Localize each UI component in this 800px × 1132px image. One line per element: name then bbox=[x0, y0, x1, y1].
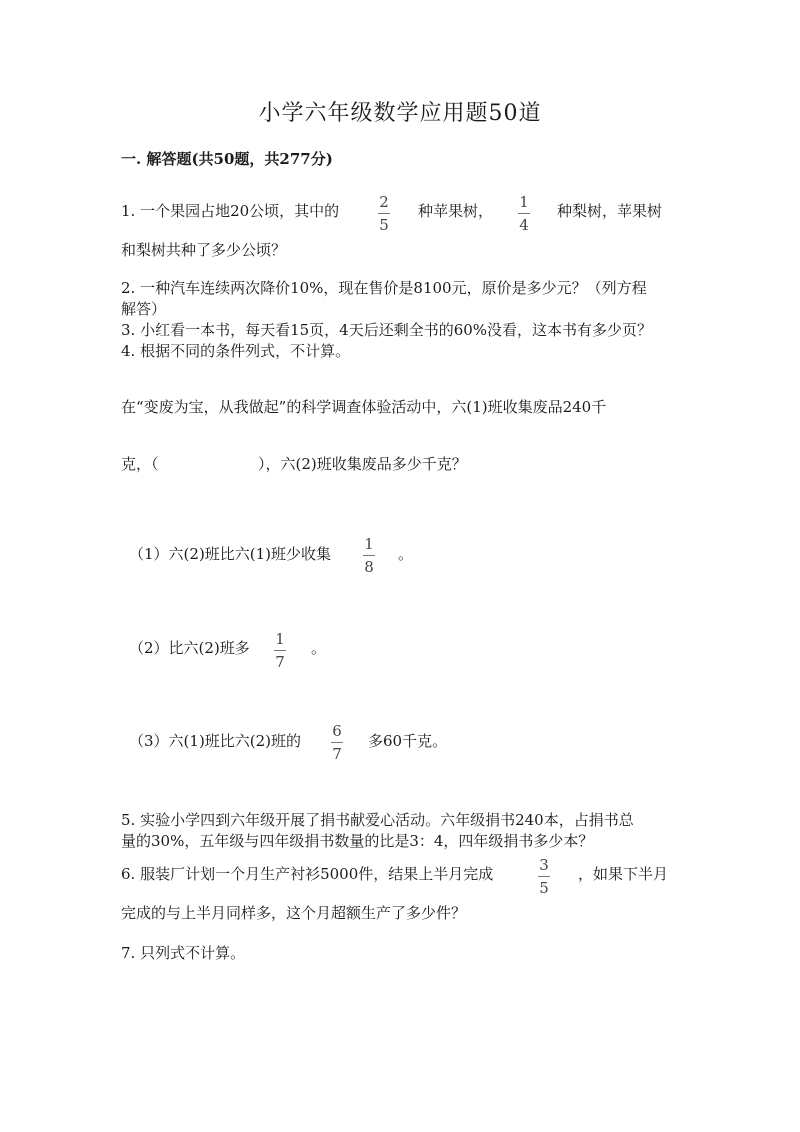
q6-line-2: 完成的与上半月同样多，这个月超额生产了多少件？ bbox=[121, 904, 467, 922]
q4-context-line-2b: ），六(2)班收集废品多少千克？ bbox=[258, 455, 467, 473]
q1-text-a: 1. 一个果园占地20公顷，其中的 bbox=[121, 202, 340, 220]
q4-sub-2-text: （2）比六(2)班多 bbox=[129, 639, 250, 657]
fraction-bar bbox=[378, 213, 390, 214]
section-heading: 一. 解答题(共50题，共277分) bbox=[121, 150, 333, 168]
fraction-bar bbox=[538, 876, 550, 877]
q4-sub-3-text: （3）六(1)班比六(2)班的 bbox=[129, 732, 302, 750]
fraction-denominator: 7 bbox=[275, 653, 285, 671]
q1-text-c: 种梨树，苹果树 bbox=[557, 202, 663, 220]
q1-fraction-1-denominator: 5 bbox=[379, 216, 389, 234]
q4-heading: 4. 根据不同的条件列式，不计算。 bbox=[121, 342, 351, 360]
q1-fraction-1 bbox=[378, 193, 390, 234]
fraction-bar bbox=[274, 650, 286, 651]
q1-fraction-2 bbox=[518, 193, 530, 234]
q6-text-b: ，如果下半月 bbox=[578, 865, 669, 883]
q4-sub-3-fraction bbox=[331, 722, 343, 763]
q4-context-line-1: 在“变废为宝，从我做起”的科学调查体验活动中，六(1)班收集废品240千 bbox=[121, 398, 607, 416]
q2-line-1: 2. 一种汽车连续两次降价10%，现在售价是8100元，原价是多少元？（列方程 bbox=[121, 279, 647, 297]
q4-sub-2-end: 。 bbox=[311, 639, 327, 657]
q5-line-1: 5. 实验小学四到六年级开展了捐书献爱心活动。六年级捐书240本，占捐书总 bbox=[121, 811, 634, 829]
fraction-bar bbox=[518, 213, 530, 214]
question-3: 3. 小红看一本书，每天看15页，4天后还剩全书的60%没看，这本书有多少页？ bbox=[121, 321, 653, 339]
fraction-numerator: 3 bbox=[539, 856, 549, 874]
fraction-bar bbox=[363, 555, 375, 556]
q1-fraction-2-denominator: 4 bbox=[519, 216, 529, 234]
fraction-denominator: 8 bbox=[364, 558, 374, 576]
fraction-numerator: 6 bbox=[332, 722, 342, 740]
q1-line-2: 和梨树共种了多少公顷？ bbox=[121, 241, 287, 259]
fraction-numerator: 1 bbox=[364, 535, 374, 553]
q6-fraction bbox=[538, 856, 550, 897]
q4-context-line-2a: 克，（ bbox=[121, 455, 159, 473]
q5-line-2: 量的30%，五年级与四年级捐书数量的比是3：4，四年级捐书多少本？ bbox=[121, 832, 594, 850]
q4-sub-2-fraction bbox=[274, 630, 286, 671]
q4-sub-1-text: （1）六(2)班比六(1)班少收集 bbox=[129, 545, 332, 563]
fraction-denominator: 5 bbox=[539, 879, 549, 897]
q4-sub-1-fraction bbox=[363, 535, 375, 576]
fraction-numerator: 1 bbox=[275, 630, 285, 648]
q1-fraction-2-numerator: 1 bbox=[519, 193, 529, 211]
fraction-denominator: 7 bbox=[332, 745, 342, 763]
q4-sub-1-end: 。 bbox=[398, 545, 414, 563]
q4-sub-3-end: 多60千克。 bbox=[368, 732, 448, 750]
fraction-bar bbox=[331, 742, 343, 743]
page-title: 小学六年级数学应用题50道 bbox=[258, 101, 542, 126]
q1-fraction-1-numerator: 2 bbox=[379, 193, 389, 211]
q2-line-2: 解答） bbox=[121, 300, 167, 318]
q1-text-b: 种苹果树， bbox=[418, 202, 494, 220]
question-7: 7. 只列式不计算。 bbox=[121, 944, 246, 962]
q6-text-a: 6. 服装厂计划一个月生产衬衫5000件，结果上半月完成 bbox=[121, 865, 494, 883]
